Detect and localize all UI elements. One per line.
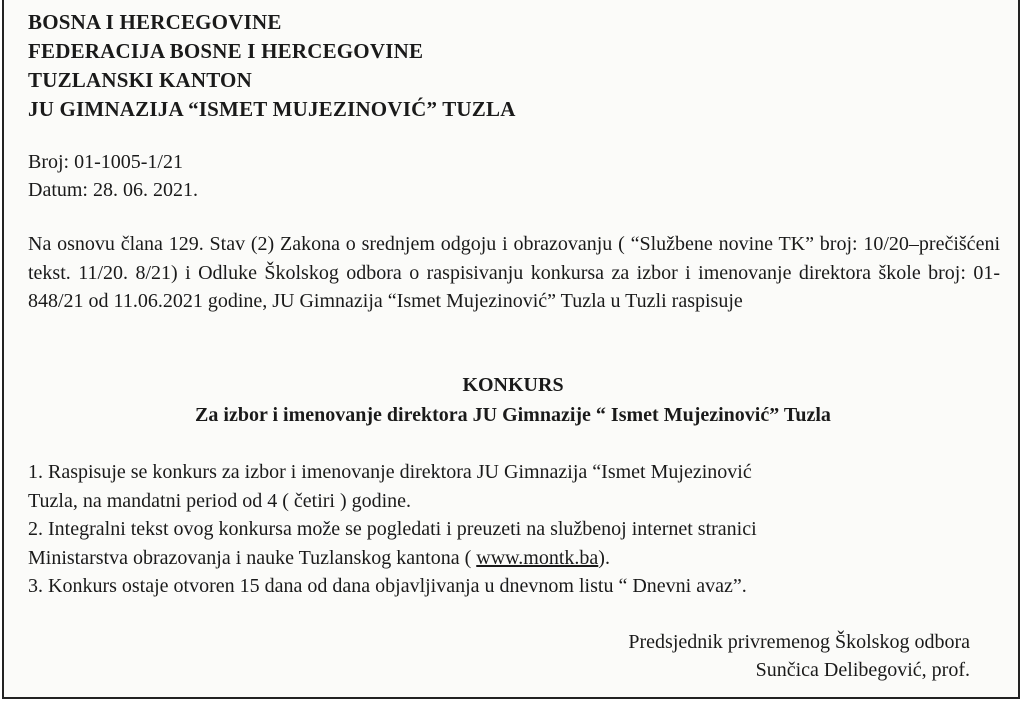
intro-paragraph: Na osnovu člana 129. Stav (2) Zakona o srednjem odgoju i obrazovanju ( “Službene novine TK” broj: 10/20–prečišćeni tekst. 11/20. 8/21) i Odluke Školskog odbora o raspisivanju konkursa za izbor i imenovanje direktora škole broj: 01-848/21 od 11.06.2021 godine, JU Gimnazija “Ismet Mujezinović” Tuzla u Tuzli raspisuje — [28, 233, 1000, 312]
document-subtitle: Za izbor i imenovanje direktora JU Gimnazije “ Ismet Mujezinović” Tuzla — [195, 404, 831, 426]
header-institution: JU GIMNAZIJA “ISMET MUJEZINOVIĆ” TUZLA — [28, 97, 516, 121]
document-date: Datum: 28. 06. 2021. — [28, 179, 198, 201]
document-page — [2, 0, 1020, 699]
ministry-website-link[interactable]: www.montk.ba — [476, 546, 599, 569]
item-3: 3. Konkurs ostaje otvoren 15 dana od dana objavljivanja u dnevnom listu “ Dnevni avaz”. — [28, 575, 747, 597]
signatory-role: Predsjednik privremenog Školskog odbora — [628, 631, 970, 653]
document-meta — [28, 148, 198, 204]
numbered-items — [28, 458, 1000, 601]
signature-block — [628, 628, 970, 684]
document-title: KONKURS — [462, 374, 564, 396]
document-header — [28, 8, 516, 124]
item-1-line-1: 1. Raspisuje se konkurs za izbor i imenovanje direktora JU Gimnazija “Ismet Mujezinović — [28, 461, 752, 483]
item-1-line-2: Tuzla, na mandatni period od 4 ( četiri ) godine. — [28, 489, 412, 512]
header-canton: TUZLANSKI KANTON — [28, 68, 252, 92]
reference-number: Broj: 01-1005-1/21 — [28, 151, 183, 173]
signatory-name: Sunčica Delibegović, prof. — [755, 659, 970, 681]
item-2-line-1: 2. Integralni tekst ovog konkursa može se pogledati i preuzeti na službenoj internet stranici — [28, 518, 757, 540]
header-federation: FEDERACIJA BOSNE I HERCEGOVINE — [28, 39, 424, 63]
item-2-text-after-link: ). — [598, 546, 610, 569]
item-2-line-2 — [28, 544, 1000, 573]
item-2-text-before-link: Ministarstva obrazovanja i nauke Tuzlanskog kantona ( — [28, 546, 477, 569]
header-country: BOSNA I HERCEGOVINE — [28, 10, 282, 34]
